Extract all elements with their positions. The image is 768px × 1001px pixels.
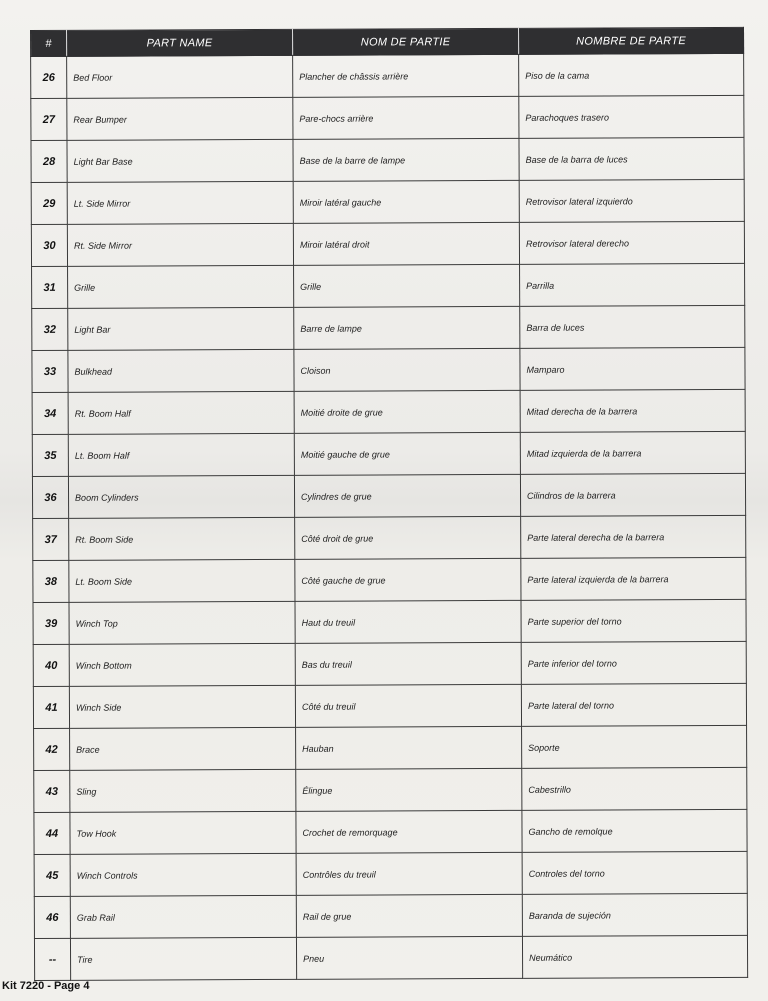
part-number-cell: 40 bbox=[33, 644, 69, 686]
part-number-cell: 43 bbox=[34, 770, 70, 812]
part-number-cell: 46 bbox=[34, 896, 70, 938]
part-name-en-cell: Rt. Boom Half bbox=[68, 391, 294, 434]
part-name-es-cell: Retrovisor lateral derecho bbox=[519, 221, 744, 264]
header-part-name: PART NAME bbox=[67, 29, 293, 56]
part-number-cell: 42 bbox=[34, 728, 70, 770]
part-name-es-cell: Parrilla bbox=[520, 263, 745, 306]
part-name-en-cell: Winch Bottom bbox=[69, 643, 295, 686]
part-number-cell: 36 bbox=[32, 476, 68, 518]
part-number-cell: 28 bbox=[31, 140, 67, 182]
part-name-en-cell: Rt. Side Mirror bbox=[67, 223, 293, 266]
table-row bbox=[34, 809, 747, 854]
part-name-fr-cell: Contrôles du treuil bbox=[296, 852, 522, 895]
part-name-fr-cell: Crochet de remorquage bbox=[296, 810, 522, 853]
table-row bbox=[32, 389, 745, 434]
part-name-fr-cell: Haut du treuil bbox=[295, 600, 521, 643]
part-name-es-cell: Parte lateral del torno bbox=[521, 683, 746, 726]
part-name-fr-cell: Élingue bbox=[296, 768, 522, 811]
part-name-fr-cell: Moitié droite de grue bbox=[294, 390, 520, 433]
part-number-cell: 37 bbox=[33, 518, 69, 560]
table-row bbox=[34, 767, 747, 812]
part-name-fr-cell: Miroir latéral droit bbox=[293, 222, 519, 265]
header-number: # bbox=[31, 30, 67, 56]
table-header-row bbox=[31, 27, 744, 56]
part-name-es-cell: Cilindros de la barrera bbox=[520, 473, 745, 516]
table-row bbox=[33, 599, 746, 644]
table-row bbox=[32, 305, 745, 350]
part-name-fr-cell: Miroir latéral gauche bbox=[293, 180, 519, 223]
page-footer: Kit 7220 - Page 4 bbox=[2, 980, 90, 992]
table-row bbox=[33, 515, 746, 560]
table-row bbox=[31, 53, 744, 98]
part-name-fr-cell: Rail de grue bbox=[296, 894, 522, 937]
part-name-es-cell: Soporte bbox=[522, 725, 747, 768]
part-name-es-cell: Mamparo bbox=[520, 347, 745, 390]
part-name-es-cell: Parte lateral derecha de la barrera bbox=[521, 515, 746, 558]
part-name-fr-cell: Moitié gauche de grue bbox=[294, 432, 520, 475]
part-name-es-cell: Mitad izquierda de la barrera bbox=[520, 431, 745, 474]
part-name-en-cell: Lt. Boom Side bbox=[69, 559, 295, 602]
part-name-fr-cell: Bas du treuil bbox=[295, 642, 521, 685]
part-name-es-cell: Piso de la cama bbox=[519, 53, 744, 96]
part-name-en-cell: Rear Bumper bbox=[67, 97, 293, 140]
part-number-cell: 31 bbox=[32, 266, 68, 308]
part-name-es-cell: Neumático bbox=[522, 935, 747, 978]
part-name-es-cell: Parte lateral izquierda de la barrera bbox=[521, 557, 746, 600]
part-name-es-cell: Controles del torno bbox=[522, 851, 747, 894]
table-row bbox=[33, 683, 746, 728]
part-name-es-cell: Parte superior del torno bbox=[521, 599, 746, 642]
part-name-en-cell: Lt. Boom Half bbox=[68, 433, 294, 476]
part-name-en-cell: Boom Cylinders bbox=[68, 475, 294, 518]
part-name-en-cell: Lt. Side Mirror bbox=[67, 181, 293, 224]
part-name-fr-cell: Pare-chocs arrière bbox=[293, 96, 519, 139]
header-nom-de-partie: NOM DE PARTIE bbox=[292, 28, 518, 55]
table-row bbox=[32, 473, 745, 518]
part-name-es-cell: Base de la barra de luces bbox=[519, 137, 744, 180]
part-name-es-cell: Mitad derecha de la barrera bbox=[520, 389, 745, 432]
table-row bbox=[33, 641, 746, 686]
table-row bbox=[31, 221, 744, 266]
table-row bbox=[34, 935, 747, 980]
table-row bbox=[32, 347, 745, 392]
table-row bbox=[31, 137, 744, 182]
part-number-cell: 41 bbox=[33, 686, 69, 728]
part-name-en-cell: Winch Top bbox=[69, 601, 295, 644]
part-number-cell: 38 bbox=[33, 560, 69, 602]
part-name-en-cell: Sling bbox=[70, 769, 296, 812]
part-name-es-cell: Parachoques trasero bbox=[519, 95, 744, 138]
table-row bbox=[31, 95, 744, 140]
part-name-en-cell: Brace bbox=[70, 727, 296, 770]
part-name-fr-cell: Base de la barre de lampe bbox=[293, 138, 519, 181]
table-row bbox=[34, 725, 747, 770]
table-row bbox=[32, 263, 745, 308]
part-name-fr-cell: Pneu bbox=[296, 936, 522, 979]
part-name-en-cell: Tow Hook bbox=[70, 811, 296, 854]
part-number-cell: 27 bbox=[31, 98, 67, 140]
table-row bbox=[32, 431, 745, 476]
table-row bbox=[34, 893, 747, 938]
part-name-en-cell: Winch Controls bbox=[70, 853, 296, 896]
part-name-en-cell: Grille bbox=[68, 265, 294, 308]
part-name-fr-cell: Barre de lampe bbox=[294, 306, 520, 349]
part-number-cell: 29 bbox=[31, 182, 67, 224]
part-name-es-cell: Parte inferior del torno bbox=[521, 641, 746, 684]
part-name-en-cell: Rt. Boom Side bbox=[69, 517, 295, 560]
part-number-cell: 26 bbox=[31, 56, 67, 98]
part-name-es-cell: Baranda de sujeción bbox=[522, 893, 747, 936]
part-name-es-cell: Cabestrillo bbox=[522, 767, 747, 810]
header-nombre-de-parte: NOMBRE DE PARTE bbox=[518, 27, 743, 54]
part-name-en-cell: Tire bbox=[70, 937, 296, 980]
part-number-cell: 39 bbox=[33, 602, 69, 644]
part-number-cell: 33 bbox=[32, 350, 68, 392]
part-name-en-cell: Light Bar bbox=[68, 307, 294, 350]
part-name-fr-cell: Plancher de châssis arrière bbox=[293, 54, 519, 97]
part-number-cell: 34 bbox=[32, 392, 68, 434]
table-row bbox=[31, 179, 744, 224]
table-row bbox=[33, 557, 746, 602]
part-name-es-cell: Gancho de remolque bbox=[522, 809, 747, 852]
part-name-fr-cell: Cloison bbox=[294, 348, 520, 391]
part-number-cell: 35 bbox=[32, 434, 68, 476]
part-name-fr-cell: Grille bbox=[294, 264, 520, 307]
part-name-fr-cell: Côté du treuil bbox=[295, 684, 521, 727]
part-name-en-cell: Light Bar Base bbox=[67, 139, 293, 182]
part-number-cell: 45 bbox=[34, 854, 70, 896]
part-name-fr-cell: Hauban bbox=[296, 726, 522, 769]
part-number-cell: -- bbox=[34, 938, 70, 980]
part-name-en-cell: Grab Rail bbox=[70, 895, 296, 938]
parts-table bbox=[30, 27, 748, 981]
part-number-cell: 44 bbox=[34, 812, 70, 854]
part-name-fr-cell: Côté gauche de grue bbox=[295, 558, 521, 601]
part-name-en-cell: Bulkhead bbox=[68, 349, 294, 392]
part-name-en-cell: Winch Side bbox=[69, 685, 295, 728]
part-name-en-cell: Bed Floor bbox=[67, 55, 293, 98]
part-number-cell: 32 bbox=[32, 308, 68, 350]
part-name-es-cell: Retrovisor lateral izquierdo bbox=[519, 179, 744, 222]
part-number-cell: 30 bbox=[31, 224, 67, 266]
table-body bbox=[31, 53, 748, 980]
table-row bbox=[34, 851, 747, 896]
part-name-es-cell: Barra de luces bbox=[520, 305, 745, 348]
part-name-fr-cell: Cylindres de grue bbox=[294, 474, 520, 517]
part-name-fr-cell: Côté droit de grue bbox=[295, 516, 521, 559]
